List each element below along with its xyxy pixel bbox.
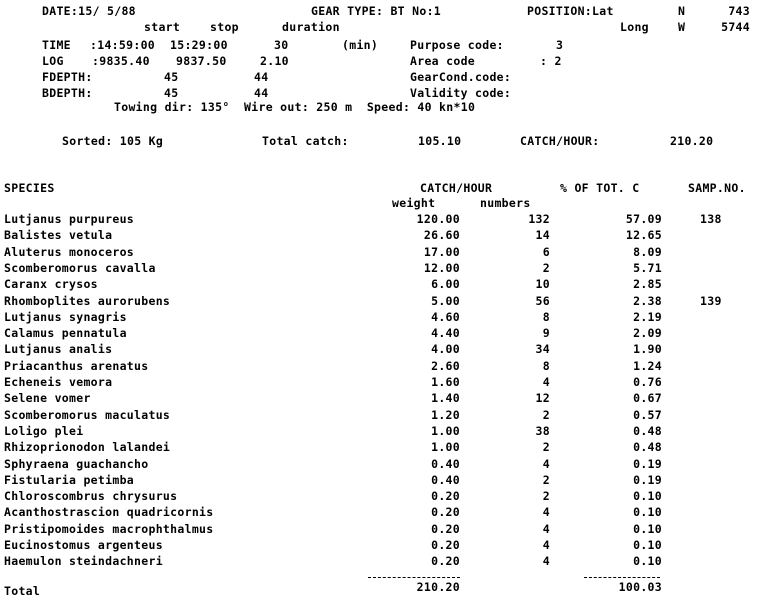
species-name: Loligo plei [4, 423, 84, 438]
log-start: :9835.40 [92, 54, 150, 68]
pct-value: 0.19 [633, 472, 662, 487]
total-label: Total [4, 584, 41, 598]
weight-value: 4.00 [431, 342, 460, 357]
weight-value: 120.00 [416, 212, 460, 226]
numbers-value: 10 [535, 277, 550, 292]
species-name: Lutjanus analis [4, 342, 113, 357]
weight-value: 0.40 [431, 456, 460, 471]
pct-value: 0.10 [633, 505, 662, 520]
numbers-value: 6 [542, 244, 550, 259]
sorted-weight: Sorted: 105 Kg [62, 134, 164, 148]
weight-value: 17.00 [423, 244, 460, 259]
weight-value: 12.00 [423, 260, 460, 275]
species-name: Aluterus monoceros [4, 244, 135, 259]
weight-value: 0.20 [431, 538, 460, 552]
species-name: Scomberomorus maculatus [4, 407, 171, 422]
species-name: Chloroscombrus chrysurus [4, 489, 178, 504]
date-label: DATE:15/ 5/88 [42, 4, 136, 18]
species-name: Rhomboplites aurorubens [4, 293, 171, 308]
weight-value: 0.20 [431, 489, 460, 504]
weight-value: 4.40 [431, 326, 460, 341]
species-name: Calamus pennatula [4, 326, 127, 341]
numbers-value: 2 [542, 489, 550, 504]
pct-value: 0.10 [633, 489, 662, 504]
species-name: Priacanthus arenatus [4, 358, 149, 373]
numbers-value: 4 [542, 538, 550, 552]
long-direction: W [678, 20, 686, 34]
numbers-value: 8 [542, 358, 550, 373]
pct-total-header: % OF TOT. C [560, 181, 640, 195]
pct-value: 0.76 [633, 375, 662, 389]
validity-code-label: Validity code: [410, 86, 512, 100]
log-duration: 2.10 [260, 54, 289, 68]
bdepth-start: 45 [164, 86, 179, 100]
col-start-header: start [144, 20, 181, 34]
purpose-code-value: 3 [556, 38, 564, 52]
bdepth-label: BDEPTH: [42, 86, 93, 100]
long-value: 5744 [721, 20, 750, 34]
time-stop: 15:29:00 [170, 38, 228, 52]
fdepth-stop: 44 [254, 70, 269, 84]
weight-header: weight [392, 196, 436, 210]
numbers-value: 9 [542, 326, 550, 341]
numbers-value: 12 [535, 391, 550, 406]
numbers-value: 4 [542, 521, 550, 536]
numbers-value: 14 [535, 228, 550, 243]
species-name: Pristipomoides macrophthalmus [4, 521, 214, 536]
towing-line: Towing dir: 135° Wire out: 250 m Speed: 40 kn*10 [114, 100, 476, 114]
pct-value: 1.90 [633, 342, 662, 357]
pct-value: 12.65 [625, 228, 662, 243]
pct-value: 2.85 [633, 277, 662, 292]
numbers-value: 38 [535, 423, 550, 438]
species-header: SPECIES [4, 181, 55, 195]
pct-value: 8.09 [633, 244, 662, 259]
species-name: Caranx crysos [4, 277, 98, 292]
samp-no-value: 139 [700, 293, 722, 308]
species-name: Balistes vetula [4, 228, 113, 243]
time-unit: (min) [342, 38, 379, 52]
weight-value: 6.00 [431, 277, 460, 292]
pct-value: 0.48 [633, 440, 662, 455]
numbers-value: 4 [542, 375, 550, 389]
gear-type: GEAR TYPE: BT No:1 [311, 4, 442, 18]
species-name: Selene vomer [4, 391, 91, 406]
weight-value: 0.20 [431, 505, 460, 520]
log-stop: 9837.50 [176, 54, 227, 68]
numbers-value: 2 [542, 472, 550, 487]
species-name: Echeneis vemora [4, 375, 113, 389]
pct-value: 2.19 [633, 309, 662, 324]
weight-value: 1.40 [431, 391, 460, 406]
area-code-value: : 2 [540, 54, 562, 68]
pct-value: 2.09 [633, 326, 662, 341]
weight-value: 1.60 [431, 375, 460, 389]
numbers-header: numbers [480, 196, 531, 210]
catch-hour-value: 210.20 [670, 134, 714, 148]
position-label: POSITION:Lat [527, 4, 614, 18]
numbers-value: 34 [535, 342, 550, 357]
samp-no-value: 138 [700, 212, 722, 226]
weight-value: 4.60 [431, 309, 460, 324]
time-label: TIME [42, 38, 71, 52]
long-label: Long [620, 20, 649, 34]
pct-value: 0.48 [633, 423, 662, 438]
numbers-value: 4 [542, 505, 550, 520]
species-name: Lutjanus synagris [4, 309, 127, 324]
pct-value: 0.67 [633, 391, 662, 406]
pct-value: 0.10 [633, 538, 662, 552]
total-weight: 210.20 [416, 580, 460, 594]
numbers-value: 132 [528, 212, 550, 226]
species-name: Scomberomorus cavalla [4, 260, 156, 275]
species-name: Lutjanus purpureus [4, 212, 135, 226]
numbers-value: 8 [542, 309, 550, 324]
numbers-value: 56 [535, 293, 550, 308]
weight-value: 2.60 [431, 358, 460, 373]
numbers-value: 4 [542, 554, 550, 569]
numbers-value: 4 [542, 456, 550, 471]
weight-value: 5.00 [431, 293, 460, 308]
log-label: LOG [42, 54, 64, 68]
bdepth-stop: 44 [254, 86, 269, 100]
gearcond-code-label: GearCond.code: [410, 70, 512, 84]
area-code-label: Area code [410, 54, 476, 68]
time-duration: 30 [274, 38, 289, 52]
pct-value: 5.71 [633, 260, 662, 275]
pct-value: 57.09 [625, 212, 662, 226]
numbers-value: 2 [542, 440, 550, 455]
pct-value: 0.10 [633, 554, 662, 569]
catch-hour-header: CATCH/HOUR [420, 181, 493, 195]
lat-direction: N [678, 4, 686, 18]
pct-total-rule [584, 577, 660, 578]
total-pct: 100.03 [618, 580, 662, 594]
catch-hour-label: CATCH/HOUR: [520, 134, 600, 148]
numbers-value: 2 [542, 407, 550, 422]
time-start: :14:59:00 [90, 38, 156, 52]
pct-value: 2.38 [633, 293, 662, 308]
weight-total-rule [368, 577, 460, 578]
weight-value: 0.20 [431, 521, 460, 536]
pct-value: 0.10 [633, 521, 662, 536]
weight-value: 1.00 [431, 423, 460, 438]
lat-value: 743 [728, 4, 750, 18]
col-duration-header: duration [282, 20, 340, 34]
pct-value: 0.57 [633, 407, 662, 422]
col-stop-header: stop [210, 20, 239, 34]
purpose-code-label: Purpose code: [410, 38, 504, 52]
weight-value: 0.20 [431, 554, 460, 569]
total-catch-label: Total catch: [262, 134, 349, 148]
species-name: Haemulon steindachneri [4, 554, 163, 569]
weight-value: 26.60 [423, 228, 460, 243]
species-name: Acanthostrascion quadricornis [4, 505, 214, 520]
weight-value: 1.00 [431, 440, 460, 455]
pct-value: 1.24 [633, 358, 662, 373]
species-name: Fistularia petimba [4, 472, 135, 487]
fdepth-start: 45 [164, 70, 179, 84]
species-name: Eucinostomus argenteus [4, 538, 163, 552]
numbers-value: 2 [542, 260, 550, 275]
species-name: Rhizoprionodon lalandei [4, 440, 171, 455]
species-name: Sphyraena guachancho [4, 456, 149, 471]
weight-value: 0.40 [431, 472, 460, 487]
fdepth-label: FDEPTH: [42, 70, 93, 84]
samp-no-header: SAMP.NO. [688, 181, 746, 195]
total-catch-value: 105.10 [418, 134, 462, 148]
pct-value: 0.19 [633, 456, 662, 471]
weight-value: 1.20 [431, 407, 460, 422]
